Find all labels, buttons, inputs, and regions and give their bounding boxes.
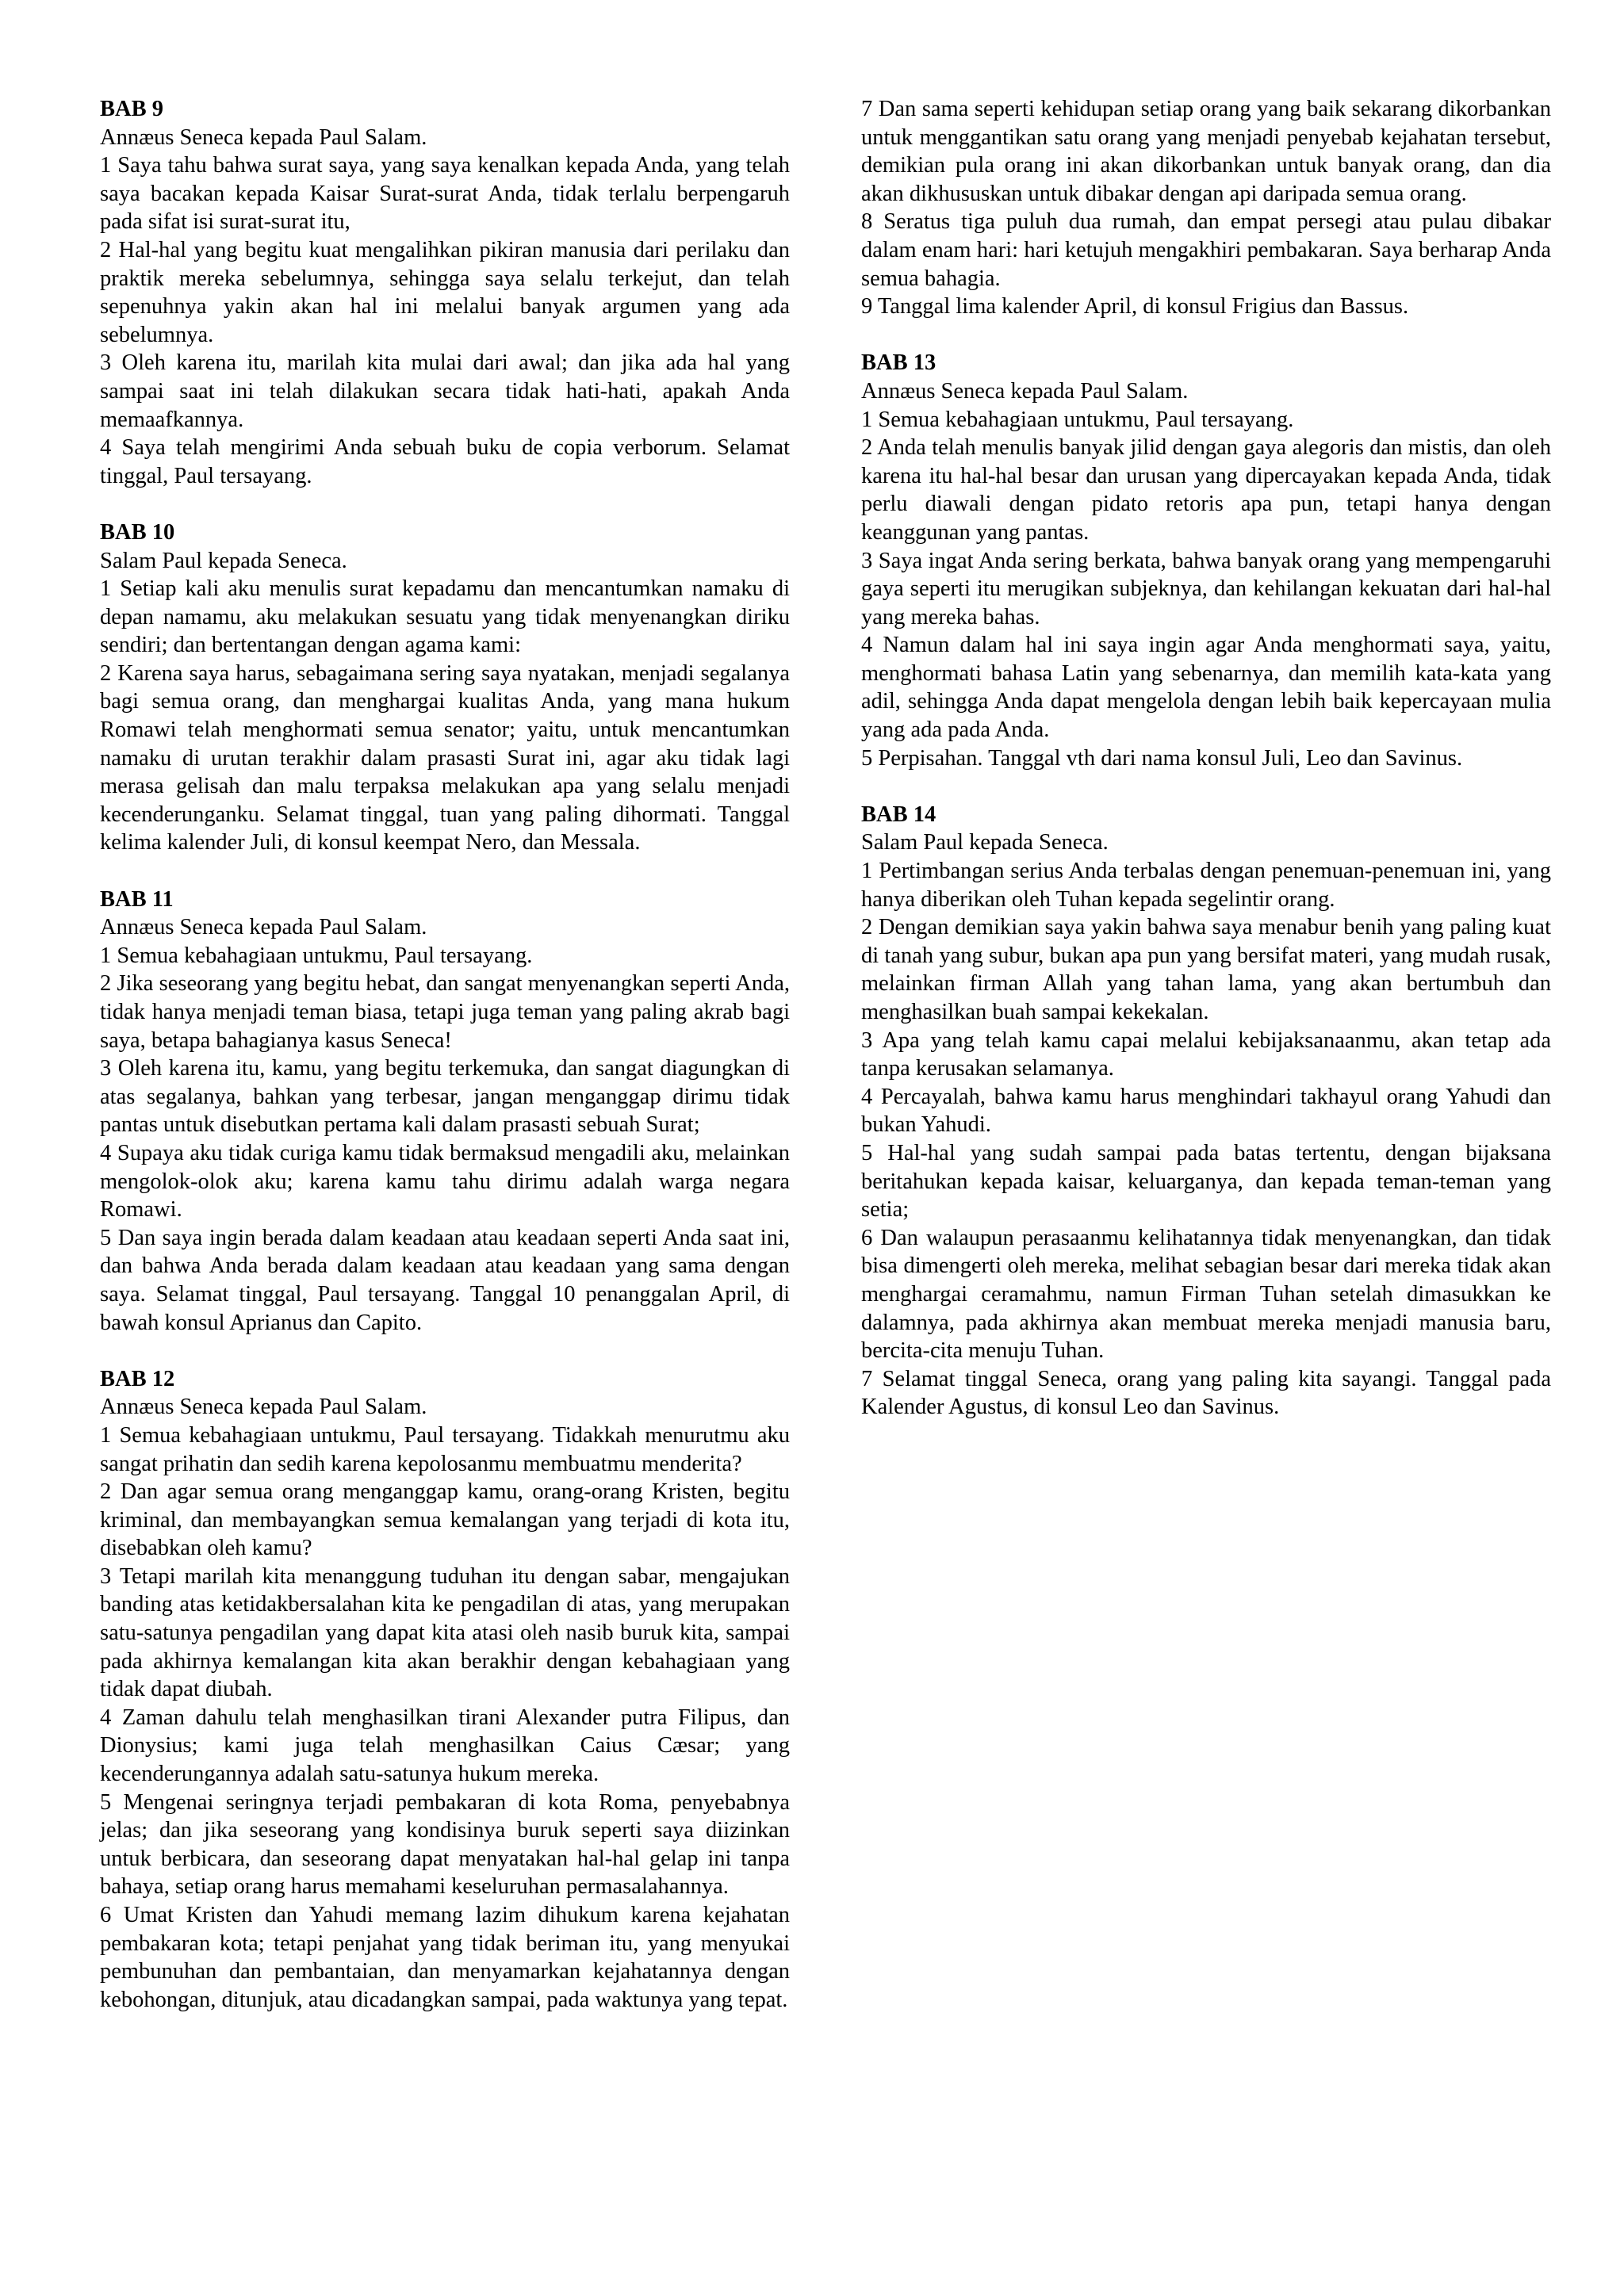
- chapter-title: BAB 11: [100, 886, 174, 912]
- verse: 2 Dan agar semua orang menganggap kamu, orang-orang Kristen, begitu kriminal, dan membayangkan semua kemalangan yang terjadi di kota itu, disebabkan oleh kamu?: [100, 1479, 790, 1561]
- chapter-salutation: Annæus Seneca kepada Paul Salam.: [100, 124, 427, 150]
- verse: 4 Zaman dahulu telah menghasilkan tirani Alexander putra Filipus, dan Dionysius; kami juga telah menghasilkan Caius Cæsar; yang kecenderungannya adalah satu-satunya hukum mereka.: [100, 1705, 790, 1787]
- verse: 5 Dan saya ingin berada dalam keadaan atau keadaan seperti Anda saat ini, dan bahwa Anda berada dalam keadaan atau keadaan yang sama dengan saya. Selamat tinggal, Paul tersayang. Tanggal 10 penanggalan April, di bawah konsul Aprianus dan Capito.: [100, 1225, 790, 1335]
- chapter-salutation: Salam Paul kepada Seneca.: [861, 830, 1109, 855]
- verse: 2 Karena saya harus, sebagaimana sering saya nyatakan, menjadi segalanya bagi semua orang, dan menghargai kualitas Anda, yang mana hukum Romawi telah menghormati semua senator; yaitu, untuk mencantumkan namaku di urutan terakhir dalam prasasti Surat ini, agar aku tidak lagi merasa gelisah dan malu terpaksa melakukan apa yang selalu menjadi kecenderunganku. Selamat tinggal, tuan yang paling dihormati. Tanggal kelima kalender Juli, di konsul keempat Nero, dan Messala.: [100, 660, 790, 855]
- verse: 1 Semua kebahagiaan untukmu, Paul tersayang.: [861, 407, 1294, 432]
- verse: 5 Mengenai seringnya terjadi pembakaran di kota Roma, penyebabnya jelas; dan jika seseorang yang kondisinya buruk seperti saya diizinkan untuk berbicara, dan seseorang dapat menyatakan hal-hal gelap ini tanpa bahaya, setiap orang harus memahami keseluruhan permasalahannya.: [100, 1789, 790, 1900]
- chapter-salutation: Annæus Seneca kepada Paul Salam.: [861, 378, 1189, 404]
- verse: 9 Tanggal lima kalender April, di konsul Frigius dan Bassus.: [861, 294, 1409, 320]
- chapter-title: BAB 10: [100, 519, 175, 545]
- document-page: [100, 95, 1551, 2042]
- verse: 5 Perpisahan. Tanggal vth dari nama konsul Juli, Leo dan Savinus.: [861, 745, 1463, 771]
- chapter-section: [100, 886, 790, 1337]
- chapter-title: BAB 12: [100, 1366, 175, 1391]
- verse: 4 Supaya aku tidak curiga kamu tidak bermaksud mengadili aku, melainkan mengolok-olok aku; karena kamu tahu dirimu adalah warga negara Romawi.: [100, 1140, 790, 1223]
- verse: 2 Jika seseorang yang begitu hebat, dan sangat menyenangkan seperti Anda, tidak hanya menjadi teman biasa, tetapi juga teman yang paling akrab bagi saya, betapa bahagianya kasus Seneca!: [100, 971, 790, 1053]
- chapter-section: [100, 1365, 790, 2015]
- verse: 4 Percayalah, bahwa kamu harus menghindari takhayul orang Yahudi dan bukan Yahudi.: [861, 1084, 1551, 1138]
- verse: 2 Hal-hal yang begitu kuat mengalihkan pikiran manusia dari perilaku dan praktik mereka sebelumnya, sehingga saya selalu terkejut, dan telah sepenuhnya yakin akan hal ini melalui banyak argumen yang ada sebelumnya.: [100, 237, 790, 347]
- verse: 2 Dengan demikian saya yakin bahwa saya menabur benih yang paling kuat di tanah yang subur, bukan apa pun yang bersifat materi, yang mudah rusak, melainkan firman Allah yang tahan lama, yang akan bertumbuh dan menghasilkan buah sampai kekekalan.: [861, 915, 1551, 1024]
- verse: 1 Setiap kali aku menulis surat kepadamu dan mencantumkan namaku di depan namamu, aku melakukan sesuatu yang tidak menyenangkan diriku sendiri; dan bertentangan dengan agama kami:: [100, 576, 790, 658]
- verse: 4 Saya telah mengirimi Anda sebuah buku de copia verborum. Selamat tinggal, Paul tersayang.: [100, 435, 790, 488]
- chapter-section: [861, 95, 1551, 321]
- right-column: [861, 95, 1551, 2042]
- verse: 3 Oleh karena itu, marilah kita mulai dari awal; dan jika ada hal yang sampai saat ini telah dilakukan secara tidak hati-hati, apakah Anda memaafkannya.: [100, 350, 790, 432]
- chapter-section: [861, 801, 1551, 1422]
- chapter-section: [100, 519, 790, 857]
- verse: 1 Semua kebahagiaan untukmu, Paul tersayang. Tidakkah menurutmu aku sangat prihatin dan sedih karena kepolosanmu membuatmu menderita?: [100, 1422, 790, 1476]
- chapter-salutation: Salam Paul kepada Seneca.: [100, 548, 347, 573]
- verse: 6 Dan walaupun perasaanmu kelihatannya tidak menyenangkan, dan tidak bisa dimengerti oleh mereka, melihat sebagian besar dari mereka tidak akan menghargai ceramahmu, namun Firman Tuhan setelah dimasukkan ke dalamnya, pada akhirnya akan membuat mereka menjadi manusia baru, bercita-cita menuju Tuhan.: [861, 1225, 1551, 1364]
- chapter-salutation: Annæus Seneca kepada Paul Salam.: [100, 915, 427, 940]
- chapter-section: [861, 349, 1551, 772]
- chapter-title: BAB 13: [861, 350, 936, 376]
- verse: 1 Pertimbangan serius Anda terbalas dengan penemuan-penemuan ini, yang hanya diberikan oleh Tuhan kepada segelintir orang.: [861, 859, 1551, 912]
- verse: 8 Seratus tiga puluh dua rumah, dan empat persegi atau pulau dibakar dalam enam hari: hari ketujuh mengakhiri pembakaran. Saya berharap Anda semua bahagia.: [861, 209, 1551, 291]
- chapter-section: [100, 95, 790, 490]
- verse: 1 Semua kebahagiaan untukmu, Paul tersayang.: [100, 943, 533, 968]
- left-column: [100, 95, 790, 2042]
- verse: 2 Anda telah menulis banyak jilid dengan gaya alegoris dan mistis, dan oleh karena itu hal-hal besar dan urusan yang dipercayakan kepada Anda, tidak perlu diawali dengan pidato retoris apa pun, tetapi hanya dengan keanggunan yang pantas.: [861, 435, 1551, 545]
- verse: 5 Hal-hal yang sudah sampai pada batas tertentu, dengan bijaksana beritahukan kepada kaisar, keluarganya, dan kepada teman-teman yang setia;: [861, 1140, 1551, 1223]
- chapter-title: BAB 14: [861, 802, 936, 827]
- verse: 3 Apa yang telah kamu capai melalui kebijaksanaanmu, akan tetap ada tanpa kerusakan selamanya.: [861, 1027, 1551, 1081]
- verse: 7 Dan sama seperti kehidupan setiap orang yang baik sekarang dikorbankan untuk menggantikan satu orang yang menjadi penyebab kejahatan tersebut, demikian pula orang ini akan dikorbankan untuk banyak orang, dan dia akan dikhususkan untuk dibakar dengan api daripada semua orang.: [861, 97, 1551, 206]
- verse: 1 Saya tahu bahwa surat saya, yang saya kenalkan kepada Anda, yang telah saya bacakan kepada Kaisar Surat-surat Anda, tidak terlalu berpengaruh pada sifat isi surat-surat itu,: [100, 153, 790, 235]
- verse: 3 Tetapi marilah kita menanggung tuduhan itu dengan sabar, mengajukan banding atas ketidakbersalahan kita ke pengadilan di atas, yang merupakan satu-satunya pengadilan yang dapat kita atasi oleh nasib buruk kita, sampai pada akhirnya kemalangan kita akan berakhir dengan kebahagiaan yang tidak dapat diubah.: [100, 1563, 790, 1702]
- verse: 6 Umat Kristen dan Yahudi memang lazim dihukum karena kejahatan pembakaran kota; tetapi penjahat yang tidak beriman itu, yang menyukai pembunuhan dan pembantaian, dan menyamarkan kejahatannya dengan kebohongan, ditunjuk, atau dicadangkan sampai, pada waktunya yang tepat.: [100, 1903, 790, 2012]
- chapter-salutation: Annæus Seneca kepada Paul Salam.: [100, 1395, 427, 1420]
- verse: 7 Selamat tinggal Seneca, orang yang paling kita sayangi. Tanggal pada Kalender Agustus, di konsul Leo dan Savinus.: [861, 1366, 1551, 1420]
- verse: 3 Oleh karena itu, kamu, yang begitu terkemuka, dan sangat diagungkan di atas segalanya, bahkan yang terbesar, jangan menganggap dirimu tidak pantas untuk disebutkan pertama kali dalam prasasti sebuah Surat;: [100, 1056, 790, 1138]
- chapter-title: BAB 9: [100, 97, 163, 121]
- verse: 3 Saya ingat Anda sering berkata, bahwa banyak orang yang mempengaruhi gaya seperti itu merugikan subjeknya, dan kehilangan kekuatan dari hal-hal yang mereka bahas.: [861, 548, 1551, 629]
- verse: 4 Namun dalam hal ini saya ingin agar Anda menghormati saya, yaitu, menghormati bahasa Latin yang sebenarnya, dan memilih kata-kata yang adil, sehingga Anda dapat mengelola dengan lebih baik kepercayaan mulia yang ada pada Anda.: [861, 633, 1551, 743]
